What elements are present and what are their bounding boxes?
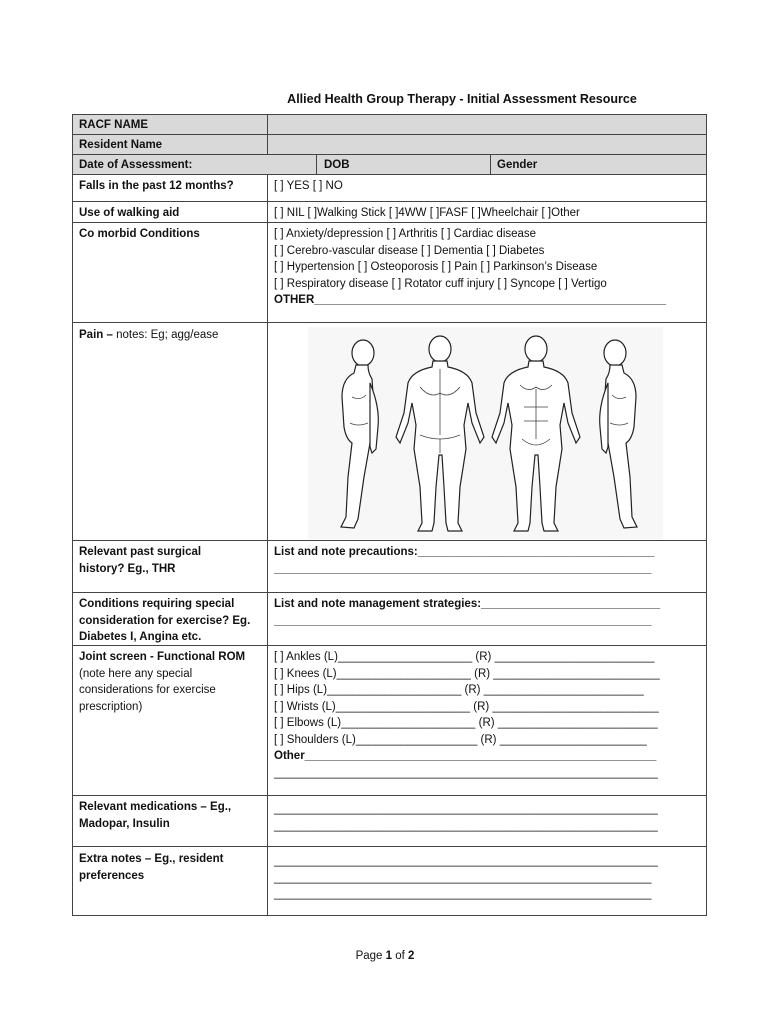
page-number: 1 bbox=[385, 950, 393, 962]
document-title: Allied Health Group Therapy - Initial Assessment Resource bbox=[287, 92, 637, 106]
surgical-precautions-field[interactable] bbox=[268, 543, 704, 578]
side-view-left-figure bbox=[341, 340, 378, 528]
of-word: of bbox=[395, 950, 405, 962]
date-of-assessment-label: Date of Assessment: bbox=[79, 159, 193, 171]
joint-line-hips[interactable]: [ ] Hips (L)_____________________ (R) _________________________ bbox=[274, 684, 644, 696]
pain-label-bold: Pain – bbox=[79, 329, 113, 341]
walking-aid-label: Use of walking aid bbox=[79, 207, 180, 219]
page-word: Page bbox=[355, 950, 383, 962]
joint-line-ankles[interactable]: [ ] Ankles (L)_____________________ (R) _________________________ bbox=[274, 651, 655, 663]
management-strategies-line[interactable]: List and note management strategies:____________________________ bbox=[274, 598, 661, 610]
racf-name-field[interactable] bbox=[268, 115, 706, 134]
resident-name-field[interactable] bbox=[268, 135, 706, 154]
joint-line-elbows[interactable]: [ ] Elbows (L)_____________________ (R) _________________________ bbox=[274, 717, 658, 729]
racf-name-label: RACF NAME bbox=[79, 119, 148, 131]
medications-field[interactable] bbox=[268, 800, 704, 835]
joint-line-knees[interactable]: [ ] Knees (L)_____________________ (R) __________________________ bbox=[274, 667, 660, 680]
dob-label: DOB bbox=[324, 159, 350, 171]
joint-screen-list[interactable] bbox=[268, 648, 704, 782]
body-chart-image[interactable] bbox=[308, 327, 663, 539]
comorbid-list[interactable] bbox=[268, 225, 704, 310]
medications-label: Relevant medications – Eg., Madopar, Insulin bbox=[79, 801, 232, 830]
comorbid-other[interactable]: OTHER_______________________________________________________ bbox=[274, 294, 667, 306]
pain-label-notes: notes: Eg; agg/ease bbox=[112, 329, 219, 341]
medications-line[interactable]: ____________________________________________________________ bbox=[274, 803, 658, 815]
gender-label: Gender bbox=[497, 159, 538, 171]
body-chart-svg bbox=[308, 327, 663, 539]
falls-checkboxes[interactable]: [ ] YES [ ] NO bbox=[274, 180, 343, 192]
joint-other[interactable]: Other_______________________________________________________ bbox=[274, 750, 657, 762]
medications-line[interactable]: ____________________________________________________________ bbox=[274, 819, 658, 832]
page-footer bbox=[0, 950, 770, 962]
surgical-history-label: Relevant past surgical history? Eg., THR bbox=[79, 546, 202, 575]
pain-label bbox=[73, 326, 267, 345]
comorbid-line[interactable]: [ ] Cerebro-vascular disease [ ] Dementia [ ] Diabetes bbox=[274, 244, 545, 257]
joint-screen-label bbox=[73, 648, 253, 716]
comorbid-line[interactable]: [ ] Hypertension [ ] Osteoporosis [ ] Pain [ ] Parkinson’s Disease bbox=[274, 261, 598, 273]
joint-line-wrists[interactable]: [ ] Wrists (L)_____________________ (R) __________________________ bbox=[274, 700, 659, 713]
joint-other-line[interactable]: ____________________________________________________________ bbox=[274, 766, 658, 779]
falls-label: Falls in the past 12 months? bbox=[79, 180, 234, 192]
extra-notes-label: Extra notes – Eg., resident preferences bbox=[79, 853, 224, 882]
management-strategies-line[interactable]: ___________________________________________________________ bbox=[274, 614, 652, 627]
comorbid-line[interactable]: [ ] Anxiety/depression [ ] Arthritis [ ] Cardiac disease bbox=[274, 228, 537, 240]
joint-line-shoulders[interactable]: [ ] Shoulders (L)___________________ (R) _______________________ bbox=[274, 733, 647, 746]
side-view-right-figure bbox=[600, 340, 637, 528]
front-view-figure bbox=[492, 336, 580, 531]
walking-aid-checkboxes[interactable]: [ ] NIL [ ]Walking Stick [ ]4WW [ ]FASF [ ]Wheelchair [ ]Other bbox=[274, 207, 580, 219]
page-total: 2 bbox=[408, 950, 415, 962]
extra-notes-line[interactable]: ____________________________________________________________ bbox=[274, 855, 658, 867]
resident-name-label: Resident Name bbox=[79, 139, 163, 151]
extra-notes-field[interactable] bbox=[268, 852, 704, 904]
management-strategies-field[interactable] bbox=[268, 595, 704, 630]
surgical-precautions-line[interactable]: List and note precautions:_____________________________________ bbox=[274, 546, 655, 558]
back-view-figure bbox=[396, 336, 484, 531]
joint-screen-note: (note here any special considerations for exercise prescription) bbox=[79, 667, 216, 713]
extra-notes-line[interactable]: ___________________________________________________________ bbox=[274, 871, 652, 884]
joint-screen-title: Joint screen - Functional ROM bbox=[79, 651, 246, 663]
surgical-precautions-line[interactable]: ___________________________________________________________ bbox=[274, 562, 652, 575]
extra-notes-line[interactable]: ___________________________________________________________ bbox=[274, 888, 652, 900]
comorbid-label: Co morbid Conditions bbox=[79, 228, 200, 240]
special-conditions-label: Conditions requiring special consideration for exercise? Eg. Diabetes I, Angina etc. bbox=[79, 598, 251, 643]
comorbid-line[interactable]: [ ] Respiratory disease [ ] Rotator cuff injury [ ] Syncope [ ] Vertigo bbox=[274, 277, 607, 290]
